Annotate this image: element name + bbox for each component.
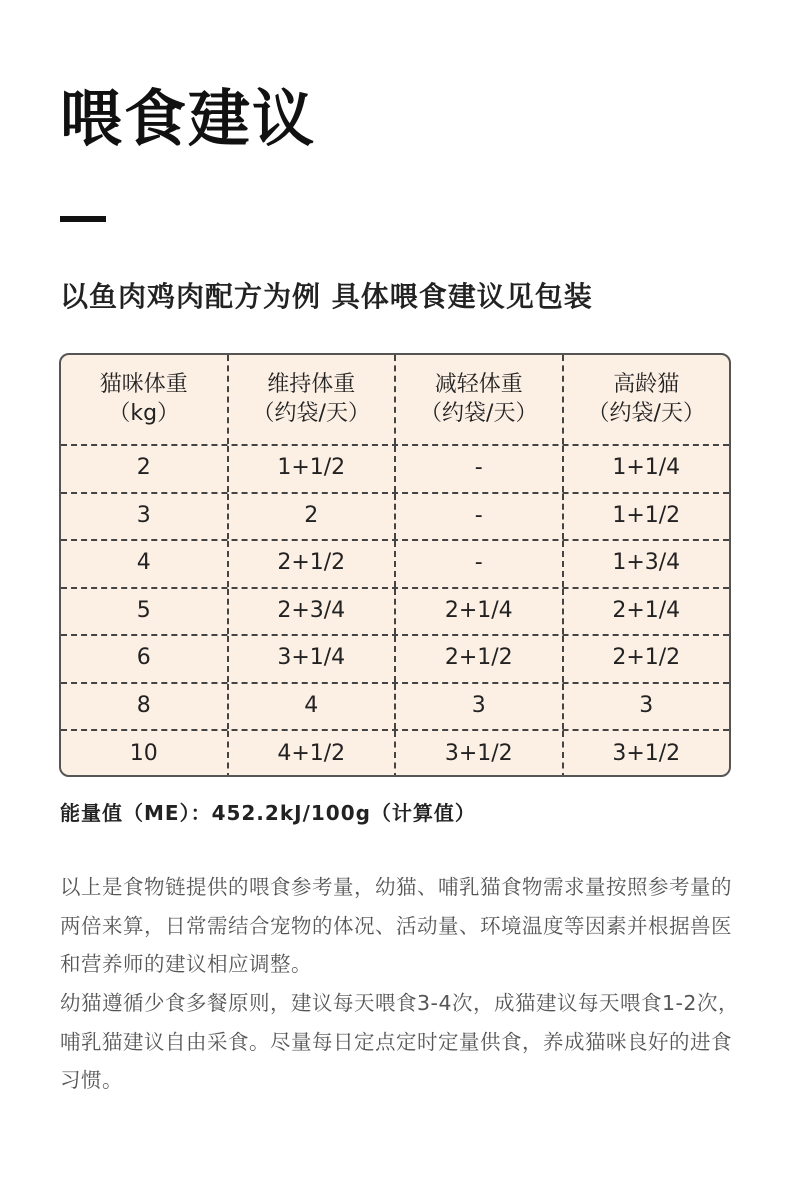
table-row bbox=[61, 494, 729, 542]
table-row bbox=[61, 731, 729, 777]
table-cell: 3+1/2 bbox=[612, 741, 681, 767]
subtitle: 以鱼肉鸡肉配方为例 具体喂食建议见包装 bbox=[60, 280, 593, 313]
table-cell: 2+3/4 bbox=[229, 589, 397, 635]
table-cell: 6 bbox=[61, 636, 229, 682]
table-row bbox=[61, 684, 729, 732]
header-unit: （约袋/天） bbox=[587, 400, 705, 426]
table-cell: 1+1/2 bbox=[612, 502, 681, 528]
table-row bbox=[61, 541, 729, 589]
feeding-note-paragraph: 以上是食物链提供的喂食参考量，幼猫、哺乳猫食物需求量按照参考量的两倍来算，日常需结合宠物的体况、活动量、环境温度等因素并根据兽医和营养师的建议相应调整。 bbox=[60, 875, 732, 976]
header-unit: （约袋/天） bbox=[252, 400, 370, 426]
table-cell: 3 bbox=[61, 494, 229, 540]
header-cell-lose bbox=[396, 355, 564, 444]
page-title: 喂食建议 bbox=[60, 82, 317, 155]
table-cell: 4 bbox=[61, 541, 229, 587]
table-cell: - bbox=[396, 541, 564, 587]
table-cell: 4+1/2 bbox=[229, 731, 397, 777]
table-cell: 8 bbox=[61, 684, 229, 730]
header-cell-senior bbox=[564, 355, 730, 444]
table-cell: 3+1/4 bbox=[229, 636, 397, 682]
header-unit: （kg） bbox=[108, 400, 180, 426]
table-cell: 4 bbox=[229, 684, 397, 730]
table-row bbox=[61, 446, 729, 494]
feeding-habit-paragraph: 幼猫遵循少食多餐原则，建议每天喂食3-4次，成猫建议每天喂食1-2次，哺乳猫建议自由采食。尽量每日定点定时定量供食，养成猫咪良好的进食习惯。 bbox=[60, 991, 739, 1092]
table-cell: 1+1/4 bbox=[612, 455, 681, 481]
header-cell-weight bbox=[61, 355, 229, 444]
table-cell: 2 bbox=[61, 446, 229, 492]
table-cell: 1+3/4 bbox=[612, 550, 681, 576]
table-cell: 2 bbox=[229, 494, 397, 540]
table-cell: 2+1/2 bbox=[229, 541, 397, 587]
table-cell: 10 bbox=[61, 731, 229, 777]
table-header-row bbox=[61, 355, 729, 446]
header-label: 高龄猫 bbox=[613, 371, 680, 397]
table-cell: 5 bbox=[61, 589, 229, 635]
table-cell: 3 bbox=[639, 692, 654, 718]
feeding-table bbox=[59, 353, 731, 777]
header-cell-maintain bbox=[229, 355, 397, 444]
header-label: 猫咪体重 bbox=[99, 371, 188, 397]
table-row bbox=[61, 636, 729, 684]
table-cell: - bbox=[396, 494, 564, 540]
table-cell: 1+1/2 bbox=[229, 446, 397, 492]
table-cell: 2+1/2 bbox=[612, 645, 681, 671]
energy-value-note: 能量值（ME）：452.2kJ/100g（计算值） bbox=[60, 801, 476, 825]
table-row bbox=[61, 589, 729, 637]
table-cell: 3+1/2 bbox=[396, 731, 564, 777]
table-cell: 2+1/4 bbox=[612, 597, 681, 623]
title-underline bbox=[60, 216, 106, 222]
table-cell: 2+1/4 bbox=[396, 589, 564, 635]
table-cell: 3 bbox=[396, 684, 564, 730]
table-cell: - bbox=[396, 446, 564, 492]
header-label: 维持体重 bbox=[267, 371, 356, 397]
header-unit: （约袋/天） bbox=[420, 400, 538, 426]
header-label: 减轻体重 bbox=[434, 371, 523, 397]
table-cell: 2+1/2 bbox=[396, 636, 564, 682]
